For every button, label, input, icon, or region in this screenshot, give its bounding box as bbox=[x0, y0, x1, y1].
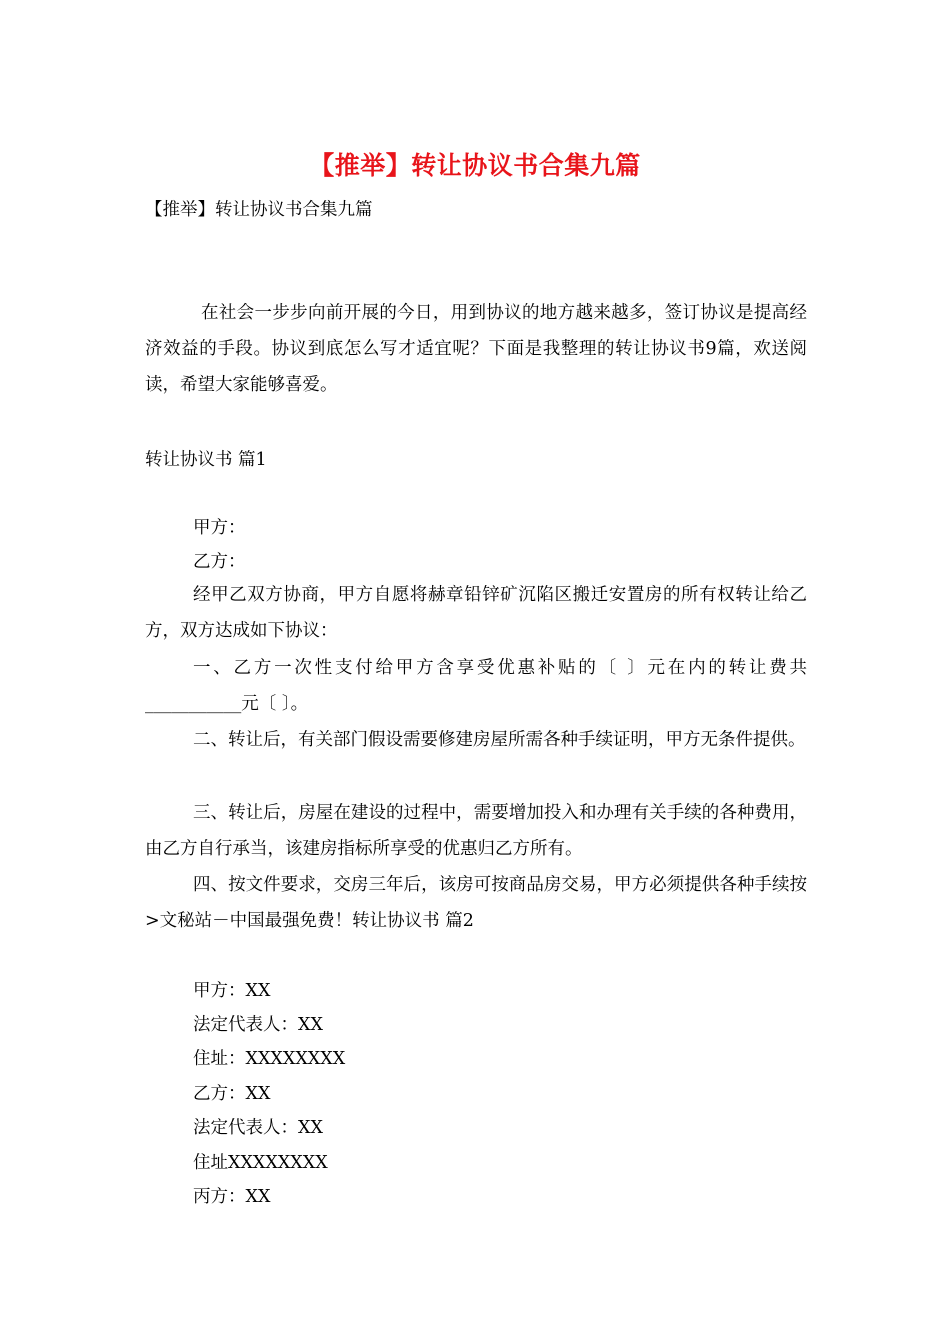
party-b-label: 乙方： bbox=[193, 552, 246, 572]
section2-party-a-address: 住址：XXXXXXXX bbox=[193, 1049, 346, 1069]
document-subtitle: 【推举】转让协议书合集九篇 bbox=[145, 200, 373, 220]
section-heading-1: 转让协议书 篇1 bbox=[145, 450, 267, 470]
section2-party-c: 丙方：XX bbox=[193, 1187, 271, 1207]
clause-2-paragraph: 二、转让后，有关部门假设需要修建房屋所需各种手续证明，甲方无条件提供。 bbox=[193, 730, 806, 750]
clause-4-paragraph: 四、按文件要求，交房三年后，该房可按商品房交易，甲方必须提供各种手续按>文秘站－中国最强免费！转让协议书 篇2 bbox=[145, 875, 807, 931]
document-title: 【推举】转让协议书合集九篇 bbox=[309, 151, 641, 180]
clause-intro-paragraph: 经甲乙双方协商，甲方自愿将赫章铅锌矿沉陷区搬迁安置房的所有权转让给乙方，双方达成如下协议： bbox=[145, 585, 807, 641]
section2-party-b-address: 住址XXXXXXXX bbox=[193, 1153, 328, 1173]
section2-party-a-rep: 法定代表人：XX bbox=[193, 1015, 323, 1035]
section2-party-a: 甲方：XX bbox=[193, 981, 271, 1001]
section2-party-b-rep: 法定代表人：XX bbox=[193, 1118, 323, 1138]
party-a-label: 甲方： bbox=[193, 518, 246, 538]
intro-paragraph: 在社会一步步向前开展的今日，用到协议的地方越来越多，签订协议是提高经济效益的手段。协议到底怎么写才适宜呢？下面是我整理的转让协议书9篇，欢送阅读，希望大家能够喜爱。 bbox=[145, 303, 807, 395]
clause-3-paragraph: 三、转让后，房屋在建设的过程中，需要增加投入和办理有关手续的各种费用，由乙方自行承当，该建房指标所享受的优惠归乙方所有。 bbox=[145, 803, 807, 859]
clause-1-paragraph: 一、乙方一次性支付给甲方含享受优惠补贴的〔 〕元在内的转让费共___________元〔 〕。 bbox=[145, 658, 807, 714]
section2-party-b: 乙方：XX bbox=[193, 1084, 271, 1104]
